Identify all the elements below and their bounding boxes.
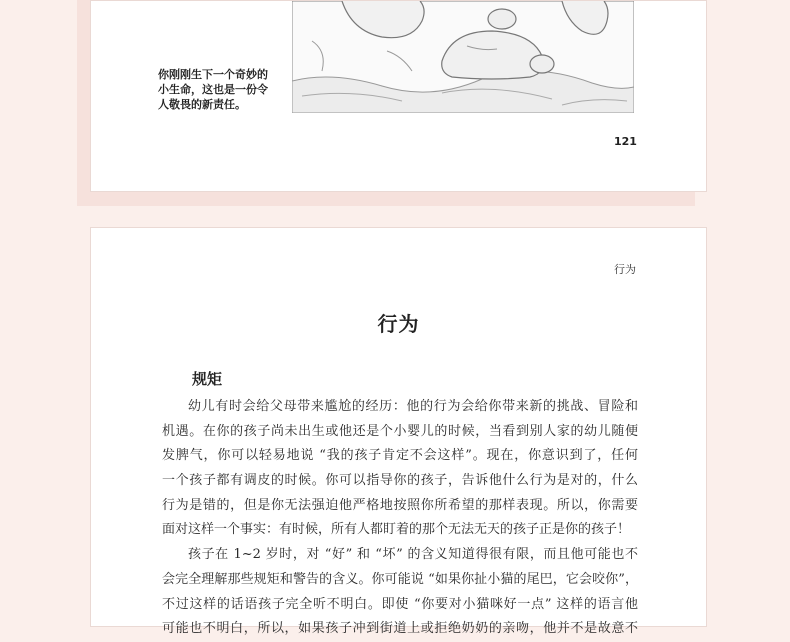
text-line: 机遇。在你的孩子尚未出生或他还是个小婴儿的时候，当看到别人家的幼儿随便 (162, 423, 638, 439)
caption-line: 人敬畏的新责任。 (158, 98, 246, 111)
book-page-top (90, 0, 707, 192)
caption-line: 你刚刚生下一个奇妙的 (158, 68, 268, 81)
figure-caption (158, 67, 288, 112)
text-line: 孩子在 1~2 岁时，对 “好” 和 “坏” 的含义知道得很有限，而且他可能也不 (188, 547, 638, 563)
caption-line: 小生命，这也是一份令 (158, 83, 268, 96)
page-number: 121 (614, 135, 637, 148)
text-line: 可能也不明白，所以，如果孩子冲到街道上或拒绝奶奶的亲吻，他并不是故意不 (162, 621, 638, 637)
text-line: 会完全理解那些规矩和警告的含义。你可能说 “如果你扯小猫的尾巴，它会咬你”， (162, 571, 638, 587)
text-line: 面对这样一个事实：有时候，所有人都盯着的那个无法无天的孩子正是你的孩子！ (162, 522, 631, 538)
text-line: 幼儿有时会给父母带来尴尬的经历：他的行为会给你带来新的挑战、冒险和 (188, 399, 638, 414)
book-page-bottom (90, 227, 707, 637)
text-line: 一个孩子都有调皮的时候。你可以指导你的孩子，告诉他什么行为是对的，什么 (162, 473, 638, 489)
text-line: 发脾气，你可以轻易地说 “我的孩子肯定不会这样”。现在，你意识到了，任何 (162, 448, 638, 464)
running-head: 行为 (614, 263, 636, 276)
body-text (162, 395, 638, 642)
sleeping-baby-pencil-sketch-icon (292, 1, 634, 113)
chapter-title: 行为 (377, 312, 420, 336)
text-line: 不过这样的话语孩子完全听不明白。即使 “你要对小猫咪好一点” 这样的语言他 (162, 596, 638, 612)
section-heading: 规矩 (192, 370, 223, 388)
text-line: 行为是错的，但是你无法强迫他严格地按照你所希望的那样表现。所以，你需要 (162, 497, 638, 513)
